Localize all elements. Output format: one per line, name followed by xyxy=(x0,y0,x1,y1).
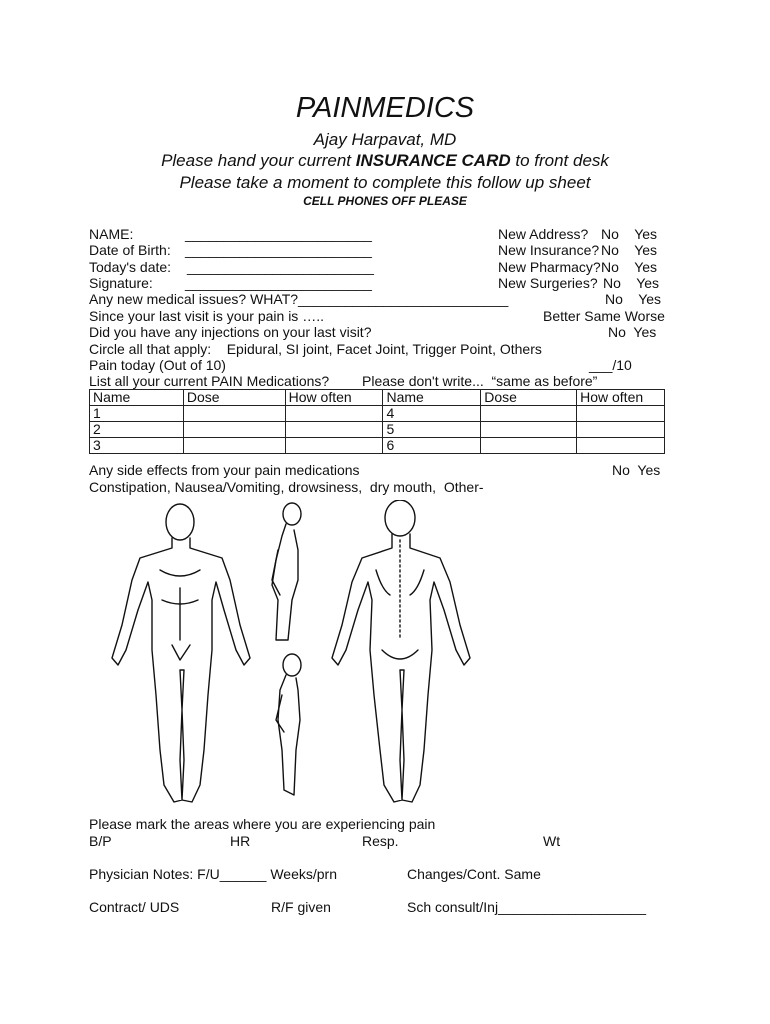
insurance-instruction-post: to front desk xyxy=(510,151,609,170)
table-cell[interactable] xyxy=(577,406,665,422)
table-cell[interactable] xyxy=(183,422,285,438)
table-cell[interactable] xyxy=(285,406,383,422)
since-last-visit-question: Since your last visit is your pain is ….. xyxy=(89,308,324,324)
side-effects-list[interactable]: Constipation, Nausea/Vomiting, drowsiness, dry mouth, Other- xyxy=(89,479,484,495)
dob-field[interactable]: ________________________ xyxy=(185,242,372,258)
new-insurance-options[interactable]: No Yes xyxy=(601,242,658,258)
medications-table xyxy=(89,389,665,454)
page-title: PAINMEDICS xyxy=(295,92,475,124)
changes-cont-same[interactable]: Changes/Cont. Same xyxy=(407,866,541,882)
new-insurance-label: New Insurance? xyxy=(498,242,600,258)
table-row xyxy=(90,422,665,438)
table-cell[interactable]: 1 xyxy=(90,406,184,422)
table-cell[interactable]: 5 xyxy=(383,422,481,438)
table-cell[interactable]: 4 xyxy=(383,406,481,422)
body-diagram[interactable] xyxy=(100,500,500,810)
pain-today-label: Pain today (Out of 10) xyxy=(89,357,226,373)
header-name-2: Name xyxy=(383,390,481,406)
header-name-1: Name xyxy=(90,390,184,406)
followup-instruction: Please take a moment to complete this follow up sheet xyxy=(179,173,591,192)
new-surgeries-label: New Surgeries? xyxy=(498,275,598,291)
table-cell[interactable] xyxy=(577,422,665,438)
mark-areas-instruction: Please mark the areas where you are experiencing pain xyxy=(89,816,436,832)
since-last-visit-options[interactable]: Better Same Worse xyxy=(543,308,665,324)
header-dose-1: Dose xyxy=(183,390,285,406)
signature-field[interactable]: ________________________ xyxy=(185,275,372,291)
schedule-consult-field[interactable]: Sch consult/Inj___________________ xyxy=(407,899,646,915)
new-address-label: New Address? xyxy=(498,226,589,242)
new-issues-question[interactable]: Any new medical issues? WHAT?___________________________ xyxy=(89,291,509,307)
new-pharmacy-options[interactable]: No Yes xyxy=(601,259,658,275)
pain-today-field[interactable]: ___/10 xyxy=(589,357,632,373)
todays-date-field[interactable]: ________________________ xyxy=(187,259,374,275)
signature-label: Signature: xyxy=(89,275,153,291)
injections-options[interactable]: No Yes xyxy=(608,324,657,340)
contract-uds[interactable]: Contract/ UDS xyxy=(89,899,180,915)
cell-phones-notice: CELL PHONES OFF PLEASE xyxy=(303,194,467,208)
table-cell[interactable] xyxy=(285,422,383,438)
insurance-instruction xyxy=(0,151,770,171)
name-field[interactable]: ________________________ xyxy=(185,226,372,242)
new-surgeries-options[interactable]: No Yes xyxy=(603,275,660,291)
circle-procedures[interactable]: Circle all that apply: Epidural, SI joint, Facet Joint, Trigger Point, Others xyxy=(89,341,542,357)
hr-label: HR xyxy=(230,833,251,849)
dob-label: Date of Birth: xyxy=(89,242,171,258)
table-cell[interactable] xyxy=(481,406,577,422)
back-body-figure[interactable] xyxy=(332,500,470,802)
table-cell[interactable]: 3 xyxy=(90,438,184,454)
side-body-figure-bottom[interactable] xyxy=(276,654,301,795)
table-cell[interactable]: 6 xyxy=(383,438,481,454)
new-pharmacy-label: New Pharmacy? xyxy=(498,259,601,275)
table-row xyxy=(90,438,665,454)
header-how-often-1: How often xyxy=(285,390,383,406)
side-effects-question: Any side effects from your pain medications xyxy=(89,462,360,478)
new-address-options[interactable]: No Yes xyxy=(601,226,658,242)
front-body-figure[interactable] xyxy=(112,504,250,802)
rf-given[interactable]: R/F given xyxy=(271,899,331,915)
bp-label: B/P xyxy=(89,833,112,849)
table-cell[interactable] xyxy=(577,438,665,454)
list-medications-label: List all your current PAIN Medications? xyxy=(89,373,330,389)
table-cell[interactable] xyxy=(183,438,285,454)
table-row xyxy=(90,406,665,422)
resp-label: Resp. xyxy=(362,833,399,849)
table-cell[interactable] xyxy=(481,438,577,454)
header-dose-2: Dose xyxy=(481,390,577,406)
name-label: NAME: xyxy=(89,226,134,242)
side-body-figure-top[interactable] xyxy=(272,503,301,640)
new-issues-options[interactable]: No Yes xyxy=(605,291,662,307)
todays-date-label: Today's date: xyxy=(89,259,172,275)
table-header-row xyxy=(90,390,665,406)
table-cell[interactable] xyxy=(285,438,383,454)
insurance-card-emphasis: INSURANCE CARD xyxy=(355,151,511,170)
physician-notes[interactable]: Physician Notes: F/U______ Weeks/prn xyxy=(89,866,337,882)
insurance-instruction-pre: Please hand your current xyxy=(161,151,356,170)
dont-write-note: Please don't write... “same as before” xyxy=(362,373,598,389)
wt-label: Wt xyxy=(543,833,561,849)
table-cell[interactable] xyxy=(481,422,577,438)
injections-question: Did you have any injections on your last visit? xyxy=(89,324,372,340)
table-cell[interactable]: 2 xyxy=(90,422,184,438)
side-effects-options[interactable]: No Yes xyxy=(612,462,661,478)
table-cell[interactable] xyxy=(183,406,285,422)
header-how-often-2: How often xyxy=(577,390,665,406)
doctor-name: Ajay Harpavat, MD xyxy=(313,130,457,149)
